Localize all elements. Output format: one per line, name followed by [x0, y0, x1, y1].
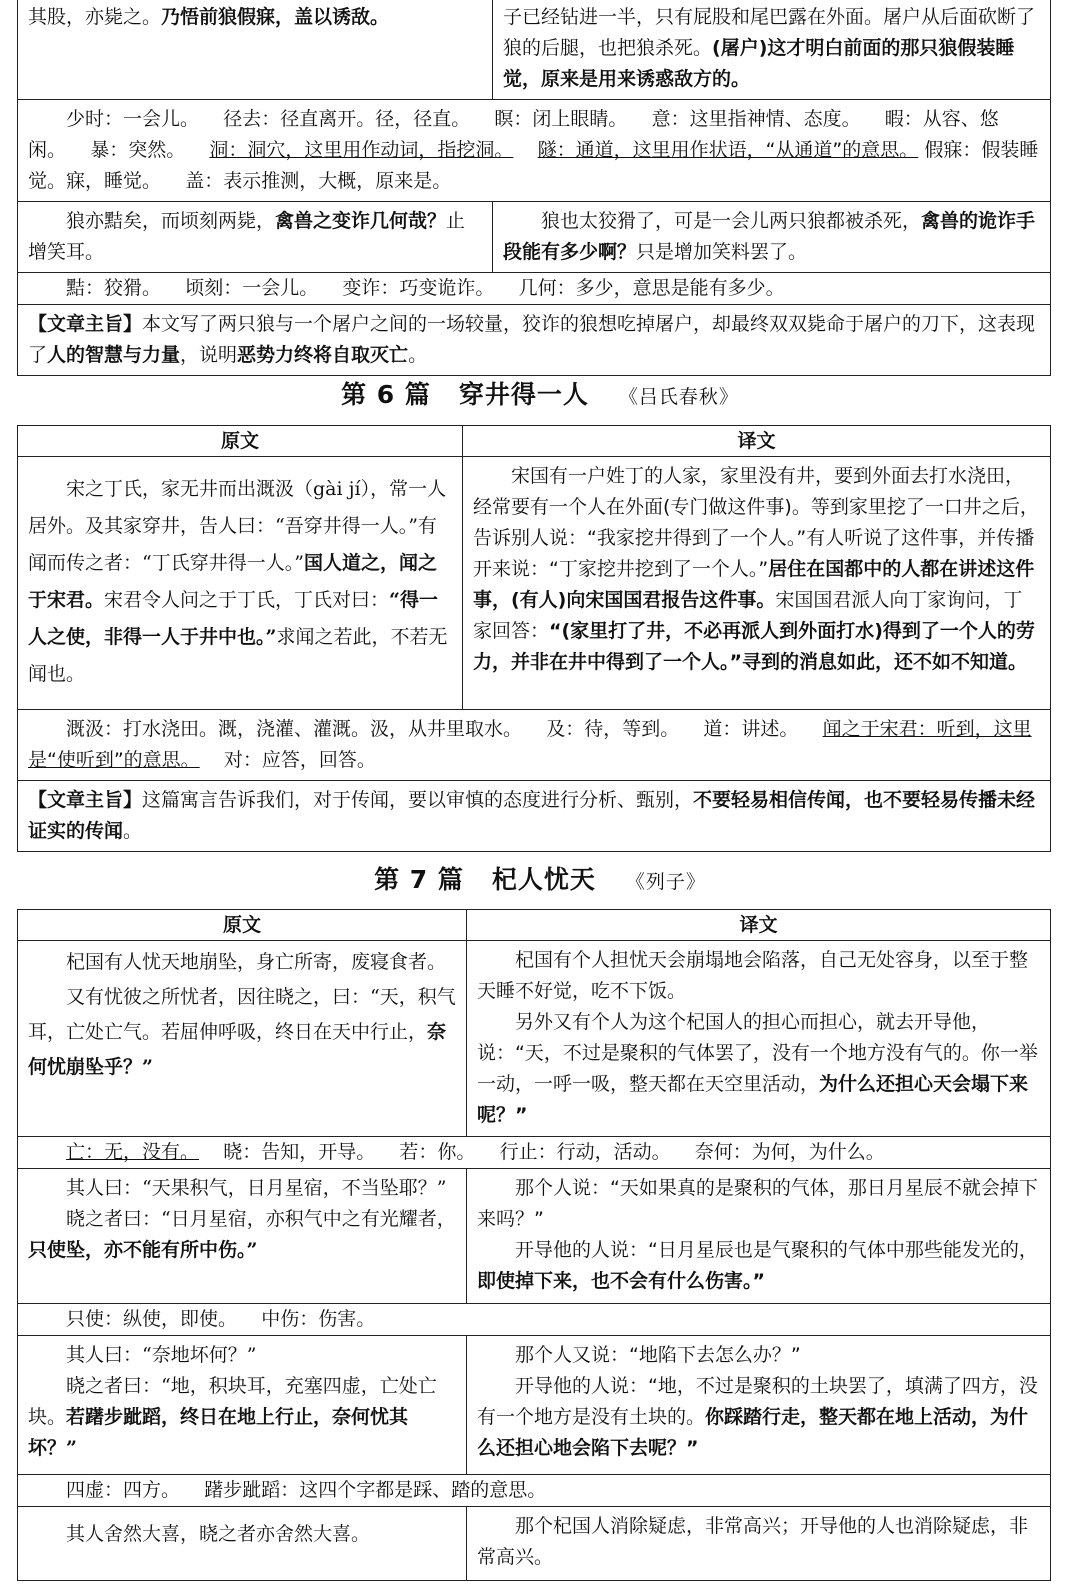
orig-text-bold: 若躇步跐蹈，终日在地上行止，奈何忧其坏？”	[28, 1406, 409, 1459]
orig-cell	[18, 1507, 467, 1581]
trans-text: 只是增加笑料罢了。	[636, 241, 808, 263]
section-6-title	[0, 375, 1080, 411]
orig-text: 宋之丁氏，家无井而出溉汲（gài jí），常一人居外。及其家穿井，告人曰：“吾穿井得一人。”有闻而传之者：“丁氏穿井得一人。”	[28, 478, 447, 574]
orig-text: 晓之者曰：“日月星宿，亦积气中之有光耀者，	[66, 1208, 456, 1230]
notes-line	[28, 104, 1040, 197]
orig-text: 狼亦黠矣，而顷刻两毙，	[66, 210, 276, 232]
orig-paragraph	[28, 980, 456, 1085]
section-number: 第 7 篇	[374, 865, 464, 894]
notes-line	[28, 714, 1040, 776]
orig-cell	[18, 202, 493, 273]
orig-paragraph: 其人曰：“奈地坏何？”	[66, 1344, 257, 1366]
theme-text: 本文写了两只狼与一个屠户之间的一场较量，狡诈的狼想吃掉屠户，却最终双双毙命于屠户的刀下，这表现了	[28, 313, 1036, 366]
trans-cell	[493, 202, 1051, 273]
orig-text: 其股，亦毙之。	[28, 6, 162, 28]
trans-text: 开导他的人说：“地，不过是聚积的土块罢了，填满了四方，没有一个地方是没有土块的。	[477, 1375, 1038, 1428]
orig-paragraph	[28, 206, 482, 268]
note: 躇步跐蹈：这四个字都是踩、踏的意思。	[204, 1479, 547, 1501]
orig-paragraph: 其人曰：“天果积气，日月星宿，不当坠耶？”	[66, 1177, 447, 1199]
notes-cell	[18, 710, 1051, 781]
note: 假寐：假装睡觉。寐，睡觉。	[28, 139, 1039, 192]
column-header-trans: 译文	[463, 426, 1051, 457]
note: 少时：一会儿。	[66, 108, 200, 130]
theme-cell	[18, 305, 1051, 376]
orig-text-bold: 奈何忧崩坠乎？”	[28, 1021, 447, 1078]
notes-line	[28, 1475, 1040, 1506]
note: 行止：行动，活动。	[499, 1141, 671, 1163]
note: 瞑：闭上眼睛。	[494, 108, 628, 130]
trans-text-bold: “(家里打了井，不必再派人到外面打水)得到了一个人的劳力，并非在井中得到了一个人。”寻到的消息如此，还不如不知道。	[473, 620, 1035, 673]
trans-text: 子已经钻进一半，只有屁股和尾巴露在外面。屠户从后面砍断了狼的后腿，也把狼杀死。	[503, 6, 1036, 59]
trans-cell	[493, 0, 1051, 100]
trans-paragraph	[477, 1371, 1040, 1464]
trans-text-bold: 你踩踏行走，整天都在地上活动，为什么还担心地会陷下去呢？”	[477, 1406, 1029, 1459]
trans-text: 开导他的人说：“日月星辰也是气聚积的气体中那些能发光的，	[515, 1239, 1038, 1261]
theme-cell	[18, 781, 1051, 852]
orig-text-bold: 禽兽之变诈几何哉？	[275, 210, 447, 232]
trans-paragraph: 那个人又说：“地陷下去怎么办？”	[515, 1344, 801, 1366]
orig-paragraph	[28, 1204, 456, 1266]
orig-paragraph: 其人舍然大喜，晓之者亦舍然大喜。	[66, 1523, 371, 1545]
orig-text-bold: 国人道之，闻之于宋君。	[28, 552, 437, 611]
orig-text-bold: 只使坠，亦不能有所中伤。”	[28, 1239, 258, 1261]
note: 及：待，等到。	[546, 718, 680, 740]
orig-cell	[18, 941, 467, 1137]
trans-text-bold: 为什么还担心天会塌下来呢？”	[477, 1073, 1029, 1126]
note: 暴：突然。	[90, 139, 186, 161]
orig-cell	[18, 1336, 467, 1475]
trans-paragraph	[477, 1235, 1040, 1297]
note: 对：应答，回答。	[223, 749, 376, 771]
notes-cell	[18, 1137, 1051, 1169]
trans-text: 狼也太狡猾了，可是一会儿两只狼都被杀死，	[541, 210, 922, 232]
trans-cell	[463, 457, 1051, 710]
trans-paragraph: 杞国有个人担忧天会崩塌地会陷落，自己无处容身，以至于整天睡不好觉，吃不下饭。	[477, 949, 1029, 1002]
orig-text: 又有忧彼之所忧者，因往晓之，曰：“天，积气耳，亡处亡气。若屈伸呼吸，终日在天中行止，	[28, 986, 456, 1043]
note: 晓：告知，开导。	[223, 1141, 376, 1163]
notes-line	[28, 1137, 1040, 1168]
orig-cell	[18, 0, 493, 100]
trans-cell	[467, 1507, 1051, 1581]
orig-paragraph	[28, 471, 452, 693]
theme-label: 【文章主旨】	[28, 313, 143, 335]
note-underlined: 亡：无，没有。	[66, 1141, 200, 1163]
note: 若：你。	[399, 1141, 476, 1163]
orig-cell	[18, 1169, 467, 1304]
orig-text: 止增笑耳。	[28, 210, 466, 263]
theme-text: 这篇寓言告诉我们，对于传闻，要以审慎的态度进行分析、甄别，	[142, 789, 694, 811]
orig-text: 求闻之若此，不若无闻也。	[28, 626, 448, 685]
note: 四虚：四方。	[66, 1479, 181, 1501]
trans-text-bold: 即使掉下来，也不会有什么伤害。”	[477, 1270, 765, 1292]
trans-text-bold: 禽兽的诡诈手段能有多少啊？	[503, 210, 1036, 263]
notes-line	[28, 1304, 1040, 1335]
trans-text: 宋国有一户姓丁的人家，家里没有井，要到外面去打水浇田，经常要有一个人在外面(专门做这件事)。等到家里挖了一口井之后，告诉别人说：“我家挖井得到了一个人。”有人听说了这件事，并传播开来说：“丁家挖井挖到了一个人。”	[473, 465, 1039, 580]
orig-text-bold: “得一人之使，非得一人于井中也。”	[28, 589, 438, 648]
note: 暇：从容、悠闲。	[28, 108, 999, 161]
note-underlined: 隧：通道，这里用作状语，“从通道”的意思。	[537, 139, 919, 161]
section-6-table	[17, 425, 1051, 852]
notes-cell	[18, 1304, 1051, 1336]
note: 几何：多少，意思是能有多少。	[518, 277, 785, 299]
note: 意：这里指神情、态度。	[651, 108, 861, 130]
note: 黠：狡猾。	[66, 277, 162, 299]
notes-cell	[18, 1475, 1051, 1507]
orig-paragraph: 杞国有人忧天地崩坠，身亡所寄，废寝食者。	[66, 951, 447, 973]
theme-text-bold: 恶势力终将自取灭亡	[237, 344, 409, 366]
note: 只使：纵使，即使。	[66, 1308, 238, 1330]
section-7-title	[0, 860, 1080, 896]
note: 道：讲述。	[703, 718, 799, 740]
column-header-trans: 译文	[467, 910, 1051, 941]
trans-text-bold: 居住在国都中的人都在讲述这件事，(有人)向宋国国君报告这件事。	[473, 558, 1035, 611]
orig-text: 宋君令人问之于丁氏，丁氏对曰：	[104, 589, 390, 611]
column-header-orig: 原文	[18, 910, 467, 941]
trans-text: 另外又有个人为这个杞国人的担心而担心，就去开导他，说：“天，不过是聚积的气体罢了，没有一个地方没有气的。你一举一动，一呼一吸，整天都在天空里活动，	[477, 1011, 1038, 1095]
note: 顷刻：一会儿。	[185, 277, 319, 299]
note: 盖：表示推测，大概，原来是。	[185, 170, 452, 192]
orig-text-bold: 乃悟前狼假寐，盖以诱敌。	[161, 6, 390, 28]
trans-paragraph: 那个人说：“天如果真的是聚积的气体，那日月星辰不就会掉下来吗？”	[477, 1177, 1038, 1230]
note: 中伤：伤害。	[261, 1308, 376, 1330]
theme-text: ，说明	[180, 344, 238, 366]
notes-line	[28, 273, 1040, 304]
trans-cell	[467, 1336, 1051, 1475]
trans-paragraph: 那个杞国人消除疑虑，非常高兴；开导他的人也消除疑虑，非常高兴。	[477, 1515, 1029, 1568]
trans-paragraph	[503, 206, 1040, 268]
section-number: 第 6 篇	[341, 380, 431, 409]
top-table	[17, 0, 1051, 376]
orig-cell	[18, 457, 463, 710]
note: 溉汲：打水浇田。溉，浇灌、灌溉。汲，从井里取水。	[66, 718, 523, 740]
trans-cell	[467, 941, 1051, 1137]
trans-paragraph	[477, 1007, 1040, 1131]
note: 径去：径直离开。径，径直。	[223, 108, 471, 130]
note: 奈何：为何，为什么。	[694, 1141, 885, 1163]
theme-text-bold: 人的智慧与力量	[47, 344, 181, 366]
notes-cell	[18, 100, 1051, 202]
section-source: 《吕氏春秋》	[618, 386, 739, 408]
orig-text: 晓之者曰：“地，积块耳，充塞四虚，亡处亡块。	[28, 1375, 437, 1428]
section-name: 穿井得一人	[458, 380, 589, 409]
note-underlined: 闻之于宋君：听到，这里是“使听到”的意思。	[28, 718, 1032, 771]
trans-cell	[467, 1169, 1051, 1304]
note: 变诈：巧变诡诈。	[342, 277, 495, 299]
column-header-orig: 原文	[18, 426, 463, 457]
orig-paragraph	[28, 1371, 456, 1464]
theme-text: 。	[123, 820, 143, 842]
theme-text-bold: 不要轻易相信传闻，也不要轻易传播未经证实的传闻	[28, 789, 1036, 842]
trans-text-bold: (屠户)这才明白前面的那只狼假装睡觉，原来是用来诱惑敌方的。	[503, 37, 1015, 90]
trans-paragraph	[473, 461, 1040, 678]
notes-cell	[18, 273, 1051, 305]
theme-label: 【文章主旨】	[28, 789, 143, 811]
section-source: 《列子》	[625, 871, 706, 893]
section-name: 杞人忧天	[491, 865, 596, 894]
theme-text: 。	[408, 344, 428, 366]
trans-text: 宋国国君派人向丁家询问，丁家回答：	[473, 589, 1023, 642]
note-underlined: 洞：洞穴，这里用作动词，指挖洞。	[209, 139, 514, 161]
section-7-table	[17, 909, 1051, 1581]
